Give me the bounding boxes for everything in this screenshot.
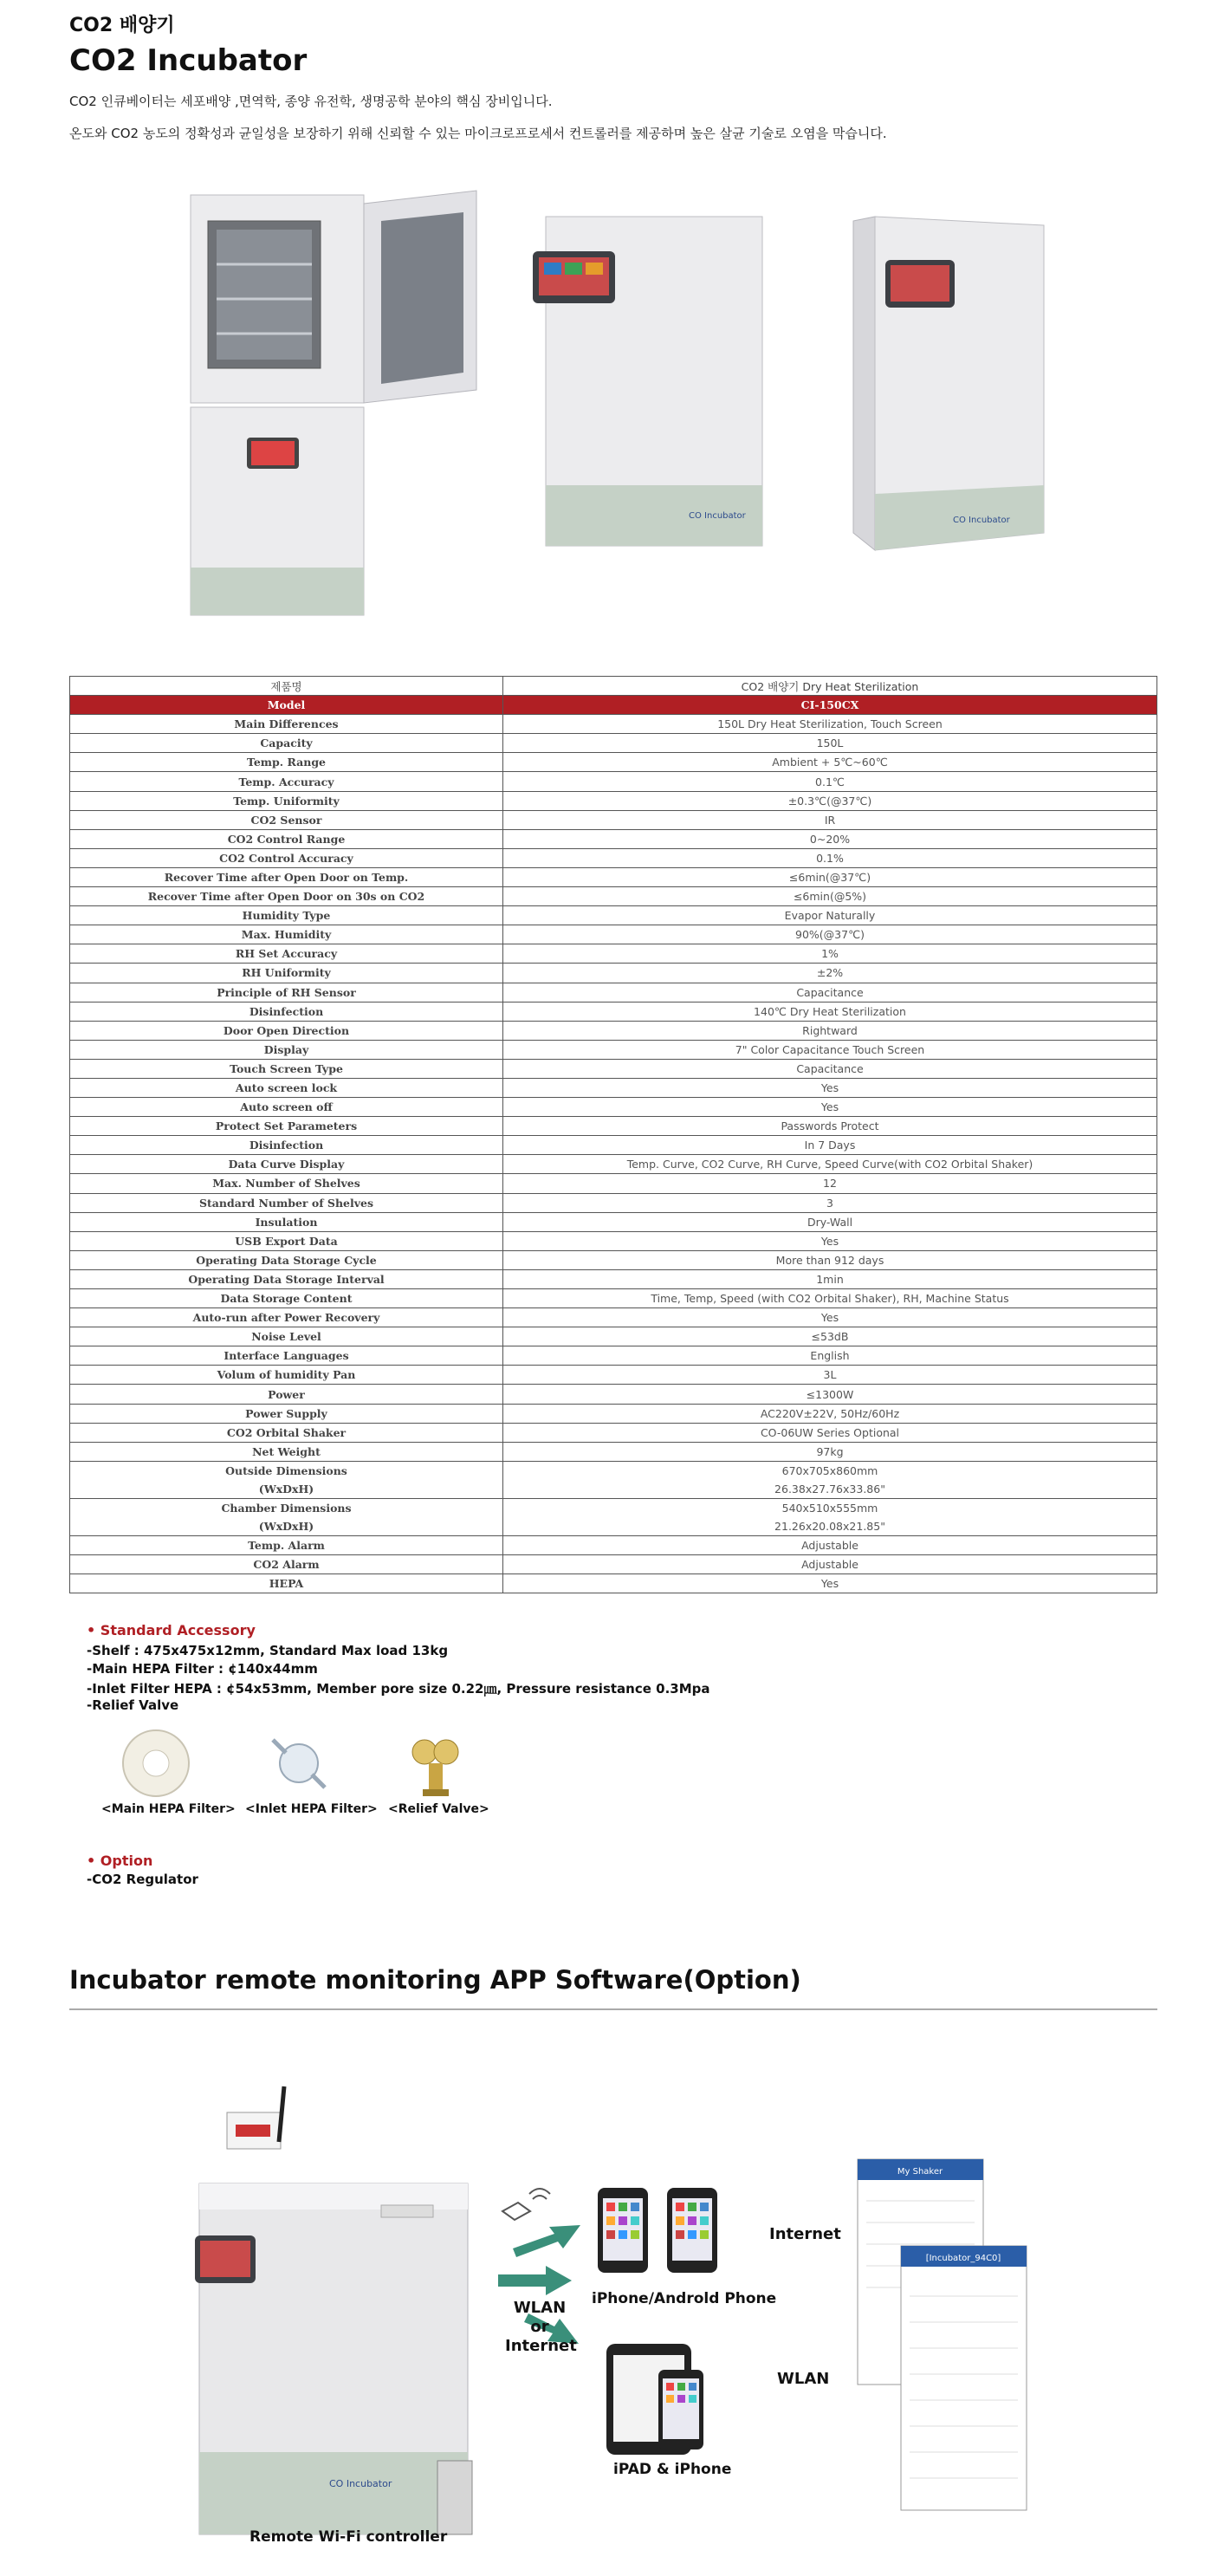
- spec-row-two-line: [70, 1461, 1157, 1498]
- spec-value-cell: 7" Color Capacitance Touch Screen: [503, 1040, 1157, 1059]
- accessory-line: -Main HEPA Filter : ¢140x44mm: [87, 1661, 318, 1677]
- spec-label-cell: Standard Number of Shelves: [70, 1193, 503, 1212]
- spec-value-cell: 140℃ Dry Heat Sterilization: [503, 1002, 1157, 1021]
- spec-row: [70, 1212, 1157, 1231]
- spec-row: [70, 848, 1157, 867]
- spec-row: [70, 715, 1157, 734]
- spec-value-cell: 0~20%: [503, 829, 1157, 848]
- spec-row: [70, 1535, 1157, 1554]
- spec-label-cell: Power Supply: [70, 1404, 503, 1423]
- device-brand-text-2: CO Incubator: [953, 516, 1010, 525]
- arrow-icon: [513, 2225, 580, 2257]
- spec-row: [70, 1289, 1157, 1308]
- spec-value-cell: 150L: [503, 734, 1157, 753]
- spec-row: [70, 829, 1157, 848]
- relief-valve-icon: [412, 1740, 458, 1796]
- spec-label-line: (WxDxH): [258, 1519, 314, 1533]
- spec-row: [70, 734, 1157, 753]
- device-brand-text-1: CO Incubator: [689, 511, 746, 521]
- spec-label-cell: RH Uniformity: [70, 964, 503, 983]
- spec-value-cell: Adjustable: [503, 1535, 1157, 1554]
- remote-incubator-image: [195, 2183, 472, 2534]
- app-diagram: [173, 2080, 1040, 2565]
- spec-value-cell: Passwords Protect: [503, 1117, 1157, 1136]
- spec-value-cell: English: [503, 1346, 1157, 1366]
- spec-label-cell: Touch Screen Type: [70, 1059, 503, 1078]
- spec-value-cell: 0.1℃: [503, 772, 1157, 791]
- spec-row: [70, 1059, 1157, 1078]
- spec-row: [70, 1442, 1157, 1461]
- spec-label-cell: [70, 1461, 503, 1498]
- phone-label: iPhone/Androld Phone: [592, 2290, 777, 2307]
- spec-row: [70, 925, 1157, 944]
- spec-label-cell: Data Storage Content: [70, 1289, 503, 1308]
- header-value-cell: CO2 배양기 Dry Heat Sterilization: [503, 677, 1157, 696]
- option-title: • Option: [87, 1853, 153, 1869]
- spec-label-line: Chamber Dimensions: [221, 1501, 352, 1515]
- spec-label-cell: RH Set Accuracy: [70, 944, 503, 964]
- wlan-or-line: WLAN: [513, 2299, 567, 2317]
- spec-row: [70, 964, 1157, 983]
- spec-value-cell: [503, 1461, 1157, 1498]
- spec-value-cell: 12: [503, 1174, 1157, 1193]
- spec-value-cell: ≤6min(@37℃): [503, 867, 1157, 886]
- product-photos: [182, 186, 1048, 620]
- spec-label-cell: Door Open Direction: [70, 1021, 503, 1040]
- spec-value-cell: Capacitance: [503, 983, 1157, 1002]
- spec-value-cell: ±0.3℃(@37℃): [503, 791, 1157, 810]
- spec-row: [70, 753, 1157, 772]
- spec-value-cell: Ambient + 5℃~60℃: [503, 753, 1157, 772]
- spec-row-two-line: [70, 1498, 1157, 1535]
- spec-row: [70, 983, 1157, 1002]
- spec-row: [70, 772, 1157, 791]
- spec-value-cell: 1%: [503, 944, 1157, 964]
- spec-row: [70, 1117, 1157, 1136]
- spec-value-cell: More than 912 days: [503, 1250, 1157, 1269]
- spec-value-cell: Rightward: [503, 1021, 1157, 1040]
- spec-label-line: (WxDxH): [258, 1482, 314, 1496]
- app-section-title: Incubator remote monitoring APP Software(Option): [69, 1965, 801, 1995]
- spec-value-cell: [503, 1498, 1157, 1535]
- wlan-label: WLAN: [777, 2370, 830, 2388]
- spec-row: [70, 1193, 1157, 1212]
- arrow-icon: [498, 2266, 572, 2295]
- spec-row: [70, 810, 1157, 829]
- spec-value-cell: 1min: [503, 1269, 1157, 1288]
- spec-row: [70, 1385, 1157, 1404]
- spec-label-cell: Volum of humidity Pan: [70, 1366, 503, 1385]
- front-incubator-image: [533, 217, 762, 546]
- controller-label: Remote Wi-Fi controller: [249, 2528, 448, 2546]
- spec-value-cell: In 7 Days: [503, 1136, 1157, 1155]
- app-screen-title: My Shaker: [897, 2167, 943, 2177]
- spec-label-cell: Data Curve Display: [70, 1155, 503, 1174]
- spec-row: [70, 1078, 1157, 1097]
- relief-valve-caption: <Relief Valve>: [388, 1802, 489, 1816]
- angled-incubator-image: [853, 217, 1044, 550]
- intro-line-1: CO2 인큐베이터는 세포배양 ,면역학, 종양 유전학, 생명공학 분야의 핵심 장비입니다.: [69, 94, 553, 109]
- spec-label-cell: CO2 Control Accuracy: [70, 848, 503, 867]
- spec-value-line: 670x705x860mm: [781, 1463, 878, 1477]
- tablet-icon: [606, 2344, 703, 2455]
- spec-label-cell: Recover Time after Open Door on Temp.: [70, 867, 503, 886]
- phone-icon: [598, 2188, 648, 2273]
- spec-row: [70, 1308, 1157, 1327]
- device-brand-text-3: CO Incubator: [329, 2478, 392, 2489]
- spec-row: [70, 1554, 1157, 1574]
- spec-row: [70, 1021, 1157, 1040]
- spec-value-cell: Temp. Curve, CO2 Curve, RH Curve, Speed Curve(with CO2 Orbital Shaker): [503, 1155, 1157, 1174]
- spec-row: [70, 1174, 1157, 1193]
- spec-row: [70, 1269, 1157, 1288]
- inlet-hepa-filter-caption: <Inlet HEPA Filter>: [245, 1802, 378, 1816]
- spec-label-cell: Display: [70, 1040, 503, 1059]
- divider: [69, 2008, 1157, 2010]
- spec-row: [70, 791, 1157, 810]
- spec-row: [70, 887, 1157, 906]
- spec-label-cell: CO2 Control Range: [70, 829, 503, 848]
- spec-label-cell: Temp. Uniformity: [70, 791, 503, 810]
- wlan-or-line: or: [530, 2318, 549, 2336]
- spec-row: [70, 1098, 1157, 1117]
- spec-value-cell: Adjustable: [503, 1554, 1157, 1574]
- spec-value-cell: Capacitance: [503, 1059, 1157, 1078]
- model-value-cell: CI-150CX: [503, 696, 1157, 715]
- spec-row: [70, 1136, 1157, 1155]
- app-screenshot-2: [901, 2246, 1027, 2510]
- spec-label-cell: Capacity: [70, 734, 503, 753]
- spec-value-cell: Yes: [503, 1574, 1157, 1593]
- spec-label-cell: Interface Languages: [70, 1346, 503, 1366]
- spec-value-cell: 97kg: [503, 1442, 1157, 1461]
- spec-value-cell: Yes: [503, 1231, 1157, 1250]
- model-row: [70, 696, 1157, 715]
- spec-label-cell: Temp. Range: [70, 753, 503, 772]
- spec-label-cell: Insulation: [70, 1212, 503, 1231]
- spec-value-cell: Evapor Naturally: [503, 906, 1157, 925]
- spec-value-cell: 3L: [503, 1366, 1157, 1385]
- internet-label: Internet: [769, 2225, 841, 2243]
- spec-row: [70, 867, 1157, 886]
- spec-label-cell: USB Export Data: [70, 1231, 503, 1250]
- spec-label-cell: Principle of RH Sensor: [70, 983, 503, 1002]
- spec-label-cell: CO2 Sensor: [70, 810, 503, 829]
- spec-label-line: Outside Dimensions: [225, 1463, 347, 1477]
- spec-value-cell: IR: [503, 810, 1157, 829]
- inlet-hepa-filter-icon: [273, 1740, 325, 1788]
- spec-label-cell: Power: [70, 1385, 503, 1404]
- header-label-cell: 제품명: [70, 677, 503, 696]
- spec-row: [70, 1155, 1157, 1174]
- category-title: CO2 배양기: [69, 15, 175, 36]
- wifi-controller-image: [227, 2086, 284, 2149]
- spec-row: [70, 1574, 1157, 1593]
- intro-line-2: 온도와 CO2 농도의 정확성과 균일성을 보장하기 위해 신뢰할 수 있는 마이크로프로세서 컨트롤러를 제공하며 높은 살균 기술로 오염을 막습니다.: [69, 126, 887, 141]
- app-screen-title: [Incubator_94C0]: [925, 2254, 1001, 2263]
- phone-icon: [667, 2188, 717, 2273]
- spec-row: [70, 1002, 1157, 1021]
- spec-value-cell: ≤1300W: [503, 1385, 1157, 1404]
- spec-value-cell: AC220V±22V, 50Hz/60Hz: [503, 1404, 1157, 1423]
- spec-row: [70, 944, 1157, 964]
- spec-value-line: 26.38x27.76x33.86": [774, 1482, 885, 1496]
- spec-label-cell: CO2 Alarm: [70, 1554, 503, 1574]
- main-hepa-filter-icon: [123, 1730, 189, 1796]
- spec-label-cell: Humidity Type: [70, 906, 503, 925]
- option-line: -CO2 Regulator: [87, 1872, 198, 1887]
- spec-row: [70, 1404, 1157, 1423]
- spec-label-cell: Auto screen lock: [70, 1078, 503, 1097]
- spec-value-cell: CO-06UW Series Optional: [503, 1423, 1157, 1442]
- spec-value-cell: 3: [503, 1193, 1157, 1212]
- spec-row: [70, 1040, 1157, 1059]
- spec-label-cell: Max. Humidity: [70, 925, 503, 944]
- wlan-or-internet-label: [505, 2299, 577, 2356]
- spec-value-cell: Yes: [503, 1098, 1157, 1117]
- main-hepa-filter-caption: <Main HEPA Filter>: [101, 1802, 236, 1816]
- accessory-line: -Relief Valve: [87, 1697, 179, 1713]
- spec-value-cell: Yes: [503, 1078, 1157, 1097]
- spec-row: [70, 906, 1157, 925]
- spec-row: [70, 1250, 1157, 1269]
- spec-label-cell: Auto screen off: [70, 1098, 503, 1117]
- table-header-row: [70, 677, 1157, 696]
- model-label-cell: Model: [70, 696, 503, 715]
- spec-table: [69, 676, 1157, 1593]
- spec-value-cell: ±2%: [503, 964, 1157, 983]
- spec-value-line: 540x510x555mm: [781, 1501, 878, 1515]
- spec-row: [70, 1346, 1157, 1366]
- spec-label-cell: [70, 1498, 503, 1535]
- standard-accessory-title: • Standard Accessory: [87, 1622, 256, 1638]
- accessory-line: -Inlet Filter HEPA : ¢54x53mm, Member pore size 0.22㎛, Pressure resistance 0.3Mpa: [87, 1681, 710, 1697]
- spec-value-cell: Time, Temp, Speed (with CO2 Orbital Shaker), RH, Machine Status: [503, 1289, 1157, 1308]
- spec-value-cell: 0.1%: [503, 848, 1157, 867]
- stacked-incubator-image: [191, 191, 476, 615]
- spec-label-cell: Main Differences: [70, 715, 503, 734]
- spec-value-cell: ≤6min(@5%): [503, 887, 1157, 906]
- spec-label-cell: Temp. Accuracy: [70, 772, 503, 791]
- spec-label-cell: Recover Time after Open Door on 30s on CO2: [70, 887, 503, 906]
- wlan-or-line: Internet: [505, 2337, 577, 2355]
- spec-label-cell: HEPA: [70, 1574, 503, 1593]
- spec-value-cell: 90%(@37℃): [503, 925, 1157, 944]
- spec-label-cell: Operating Data Storage Cycle: [70, 1250, 503, 1269]
- spec-label-cell: Net Weight: [70, 1442, 503, 1461]
- ipad-label: iPAD & iPhone: [613, 2461, 732, 2478]
- spec-value-cell: 150L Dry Heat Sterilization, Touch Screen: [503, 715, 1157, 734]
- spec-label-cell: Temp. Alarm: [70, 1535, 503, 1554]
- spec-value-cell: Yes: [503, 1308, 1157, 1327]
- page-title: CO2 Incubator: [69, 43, 308, 78]
- spec-label-cell: Disinfection: [70, 1136, 503, 1155]
- spec-row: [70, 1423, 1157, 1442]
- spec-row: [70, 1231, 1157, 1250]
- spec-label-cell: Noise Level: [70, 1327, 503, 1346]
- spec-row: [70, 1366, 1157, 1385]
- spec-row: [70, 1327, 1157, 1346]
- spec-label-cell: Disinfection: [70, 1002, 503, 1021]
- spec-label-cell: Protect Set Parameters: [70, 1117, 503, 1136]
- spec-label-cell: Auto-run after Power Recovery: [70, 1308, 503, 1327]
- accessory-line: -Shelf : 475x475x12mm, Standard Max load 13kg: [87, 1643, 449, 1658]
- spec-value-cell: ≤53dB: [503, 1327, 1157, 1346]
- spec-label-cell: Operating Data Storage Interval: [70, 1269, 503, 1288]
- spec-value-line: 21.26x20.08x21.85": [774, 1519, 885, 1533]
- spec-label-cell: Max. Number of Shelves: [70, 1174, 503, 1193]
- spec-label-cell: CO2 Orbital Shaker: [70, 1423, 503, 1442]
- wifi-icon: [502, 2189, 550, 2220]
- spec-value-cell: Dry-Wall: [503, 1212, 1157, 1231]
